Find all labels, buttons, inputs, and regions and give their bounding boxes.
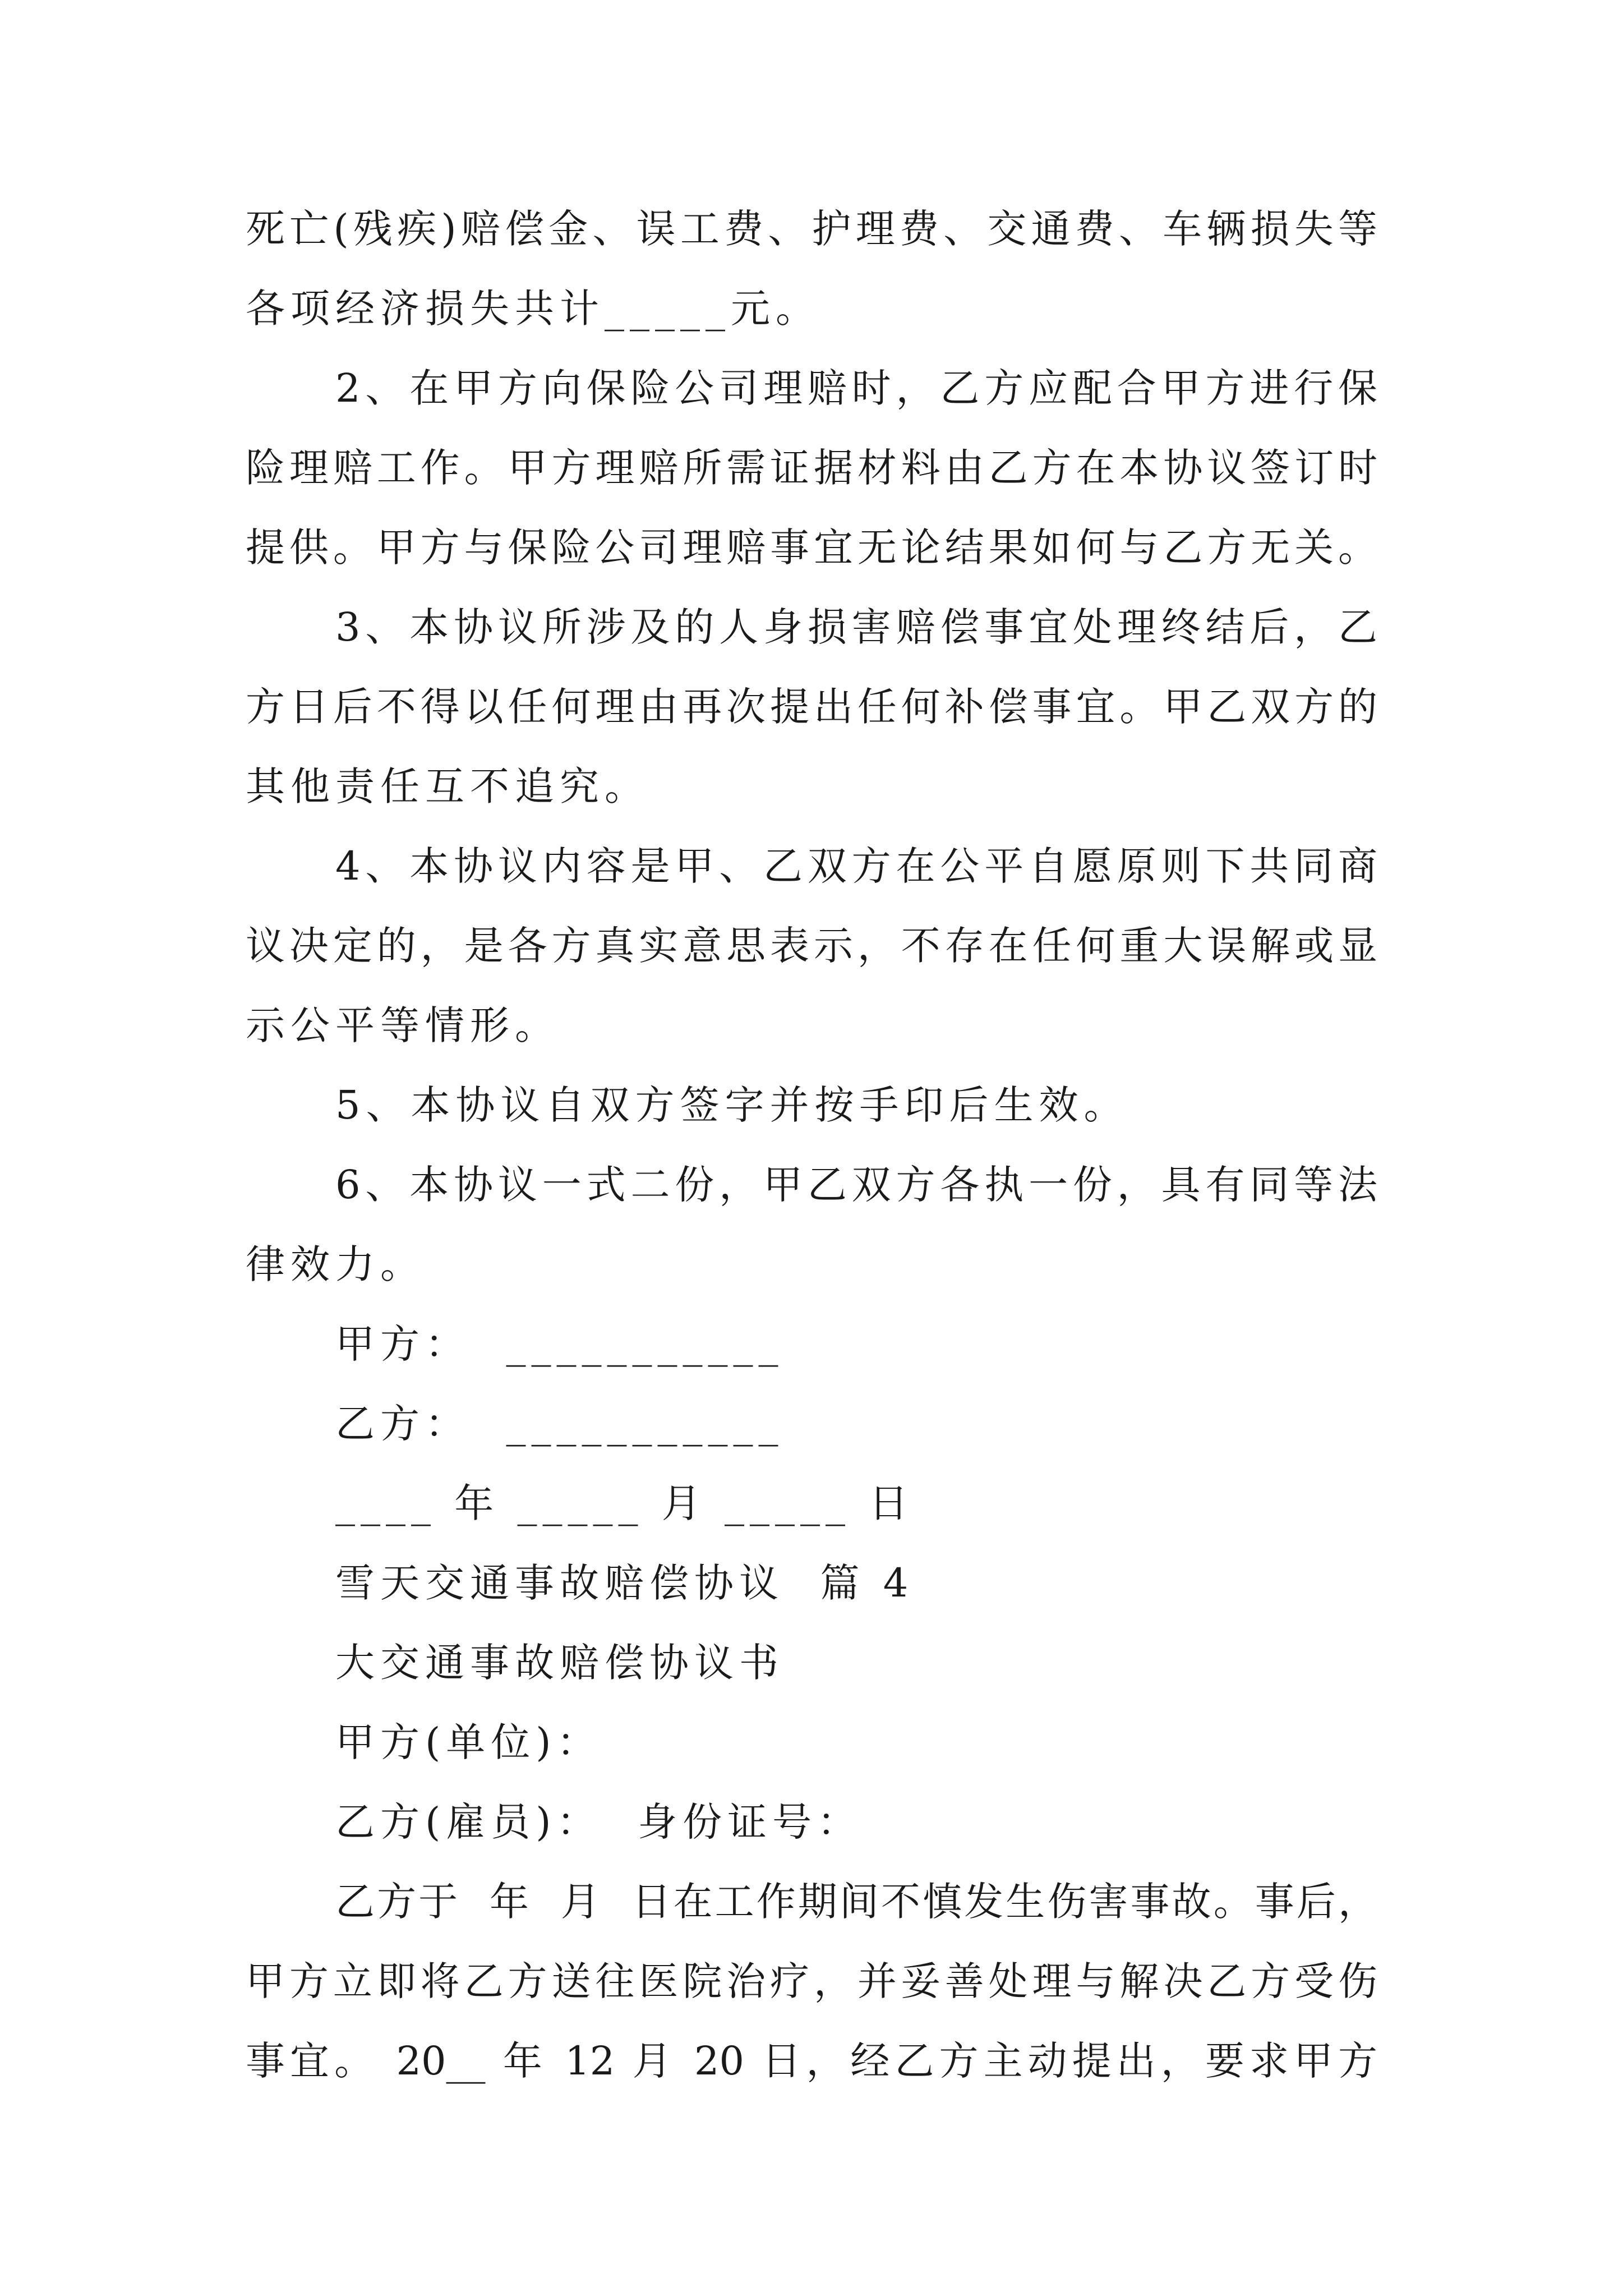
- party-a-unit-line: 甲方(单位)：: [335, 1719, 602, 1765]
- body-line: 各项经济损失共计_____元。: [246, 286, 820, 332]
- paragraph-2-line: 2、在甲方向保险公司理赔时，乙方应配合甲方进行保: [335, 365, 1377, 411]
- section-heading: 雪天交通事故赔偿协议 篇 4: [335, 1560, 914, 1606]
- paragraph-5-line: 5、本协议自双方签字并按手印后生效。: [335, 1082, 1129, 1128]
- party-b-signature-line: 乙方： ___________: [335, 1401, 784, 1447]
- body-line: 其他责任互不追究。: [246, 763, 649, 809]
- body-line: 议决定的，是各方真实意思表示，不存在任何重大误解或显: [246, 923, 1377, 969]
- party-b-employee-line: 乙方(雇员)： 身份证号：: [335, 1799, 863, 1845]
- body-line: 提供。甲方与保险公司理赔事宜无论结果如何与乙方无关。: [246, 524, 1377, 570]
- paragraph-3-line: 3、本协议所涉及的人身损害赔偿事宜处理终结后，乙: [335, 604, 1377, 650]
- body-line: 事宜。 20__ 年 12 月 20 日，经乙方主动提出，要求甲方: [246, 2038, 1377, 2084]
- body-line: 险理赔工作。甲方理赔所需证据材料由乙方在本协议签订时: [246, 445, 1377, 491]
- body-line: 示公平等情形。: [246, 1002, 560, 1048]
- paragraph-4-line: 4、本协议内容是甲、乙双方在公平自愿原则下共同商: [335, 843, 1377, 889]
- incident-paragraph-line: 乙方于 年 月 日在工作期间不慎发生伤害事故。事后，: [335, 1879, 1377, 1925]
- body-line: 死亡(残疾)赔偿金、误工费、护理费、交通费、车辆损失等: [246, 206, 1377, 252]
- agreement-title: 大交通事故赔偿协议书: [335, 1640, 784, 1686]
- party-a-signature-line: 甲方： ___________: [335, 1321, 784, 1367]
- body-line: 方日后不得以任何理由再次提出任何补偿事宜。甲乙双方的: [246, 684, 1377, 730]
- paragraph-6-line: 6、本协议一式二份，甲乙双方各执一份，具有同等法: [335, 1162, 1377, 1208]
- body-line: 甲方立即将乙方送往医院治疗，并妥善处理与解决乙方受伤: [246, 1958, 1377, 2004]
- body-line: 律效力。: [246, 1241, 425, 1287]
- date-line: ____ 年 _____ 月 _____ 日: [335, 1480, 914, 1526]
